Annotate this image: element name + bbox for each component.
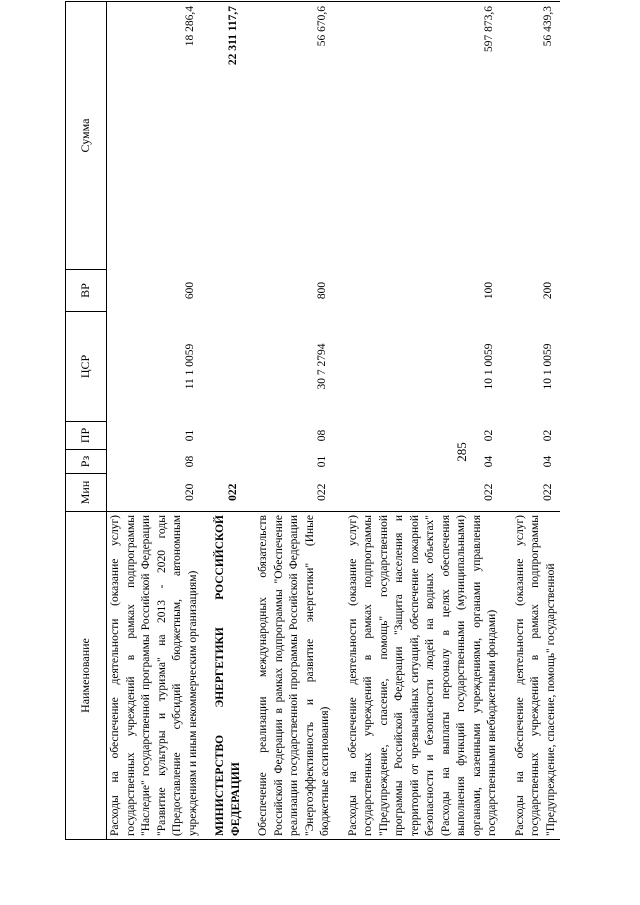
row-vr: 200 [541,281,554,300]
header-csr: ЦСР [66,312,107,422]
row-csr: 11 1 0059 [183,343,196,390]
row-min: 022 [316,483,328,501]
row-sum: 56 670,6 [255,2,335,270]
row-name: Расходы на обеспечение деятельности (оказание услуг) государственных учреждений в рамках подпрограммы "Предупреждение, спасение, помощь" государственной [512,512,561,840]
row-vr [212,270,245,312]
row-min: 020 [183,483,196,501]
row-rz [212,450,245,474]
header-rz: Рз [66,450,107,474]
table-row [345,2,502,840]
row-csr: 30 7 2794 [316,343,328,390]
row-sum: 597 873,6 [345,2,502,270]
row-vr: 600 [183,281,196,300]
table-row [255,2,335,840]
row-csr: 10 1 0059 [541,343,554,390]
table-row [212,2,245,840]
header-vr: ВР [66,270,107,312]
row-vr: 800 [316,281,328,300]
row-vr: 100 [483,281,495,300]
row-pr: 01 [183,429,196,442]
header-sum: Сумма [66,2,107,270]
row-rz: 08 [183,455,196,468]
header-pr: ПР [66,422,107,450]
row-min: 022 [226,483,239,501]
row-csr [212,312,245,422]
header-name: Наименование [66,512,107,840]
row-name: МИНИСТЕРСТВО ЭНЕРГЕТИКИ РОССИЙСКОЙ ФЕДЕРАЦИИ [212,512,245,840]
row-sum: 56 439,3 [512,2,561,270]
row-sum: 22 311 117,7 [212,2,245,270]
row-min: 022 [483,483,495,501]
budget-table [65,1,560,840]
row-csr: 10 1 0059 [483,343,495,390]
budget-table-wrapper [65,2,570,840]
row-rz: 04 [541,455,554,468]
row-min: 022 [541,483,554,501]
row-sum: 18 286,4 [107,2,203,270]
row-pr [212,422,245,450]
row-name: Обеспечение реализации международных обязательств Российской Федерации в рамках подпрограммы "Обеспечение реализации государственной программы Российской Федерации "Энергоэффективность и развитие энергетики" (Иные бюджетные ассигнования) [255,512,335,840]
row-rz: 04 [483,455,495,468]
page-number: 285 [454,442,469,462]
header-min: Мин [66,474,107,512]
row-pr: 02 [483,429,495,442]
table-row [107,2,203,840]
row-name: Расходы на обеспечение деятельности (оказание услуг) государственных учреждений в рамках подпрограммы "Наследие" государственной программы Российской Федерации "Развитие культуры и туризма" на 2013 - 2020 годы (Предоставление субсидий бюджетным, автономным учреждениям и иным некоммерческим организациям) [107,512,203,840]
row-rz: 01 [316,455,328,468]
table-row [512,2,561,840]
table-header-row [66,2,107,840]
row-pr: 02 [541,429,554,442]
row-name: Расходы на обеспечение деятельности (оказание услуг) государственных учреждений в рамках подпрограммы "Предупреждение, спасение, помощь" государственной программы Российской Федерации "Защита населения и территорий от чрезвычайных ситуаций, обеспечение пожарной безопасности и безопасности людей на водных объектах" (Расходы на выплаты персоналу в целях обеспечения выполнения функций государственными (муниципальными) органами, казенными учреждениями, органами управления государственными внебюджетными фондами) [345,512,502,840]
row-pr: 08 [316,429,328,442]
